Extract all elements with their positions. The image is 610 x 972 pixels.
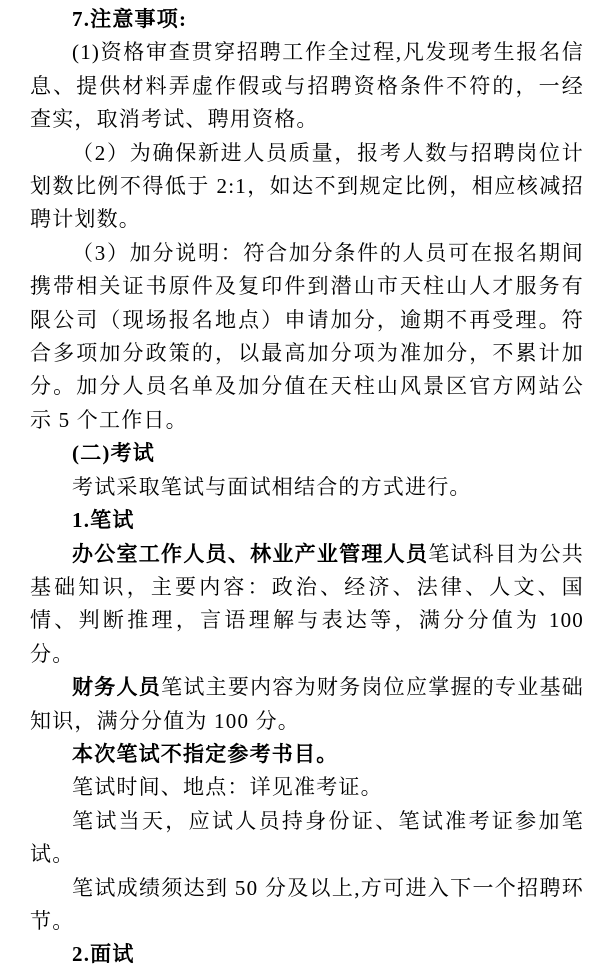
text-run: (1)资格审查贯穿招聘工作全过程,凡发现考生报名信息、提供材料弄虚作假或与招聘资格条件不符的，一经查实，取消考试、聘用资格。 xyxy=(30,40,584,132)
no-reference-books xyxy=(30,738,584,771)
written-test-day-requirements xyxy=(30,805,584,872)
written-test-passing-score xyxy=(30,872,584,939)
text-run: 财务人员 xyxy=(72,675,162,700)
text-run: （2）为确保新进人员质量，报考人数与招聘岗位计划数比例不得低于 2:1，如达不到规定比例，相应核减招聘计划数。 xyxy=(30,140,584,232)
notes-heading xyxy=(30,3,584,36)
written-test-office-forestry xyxy=(30,538,584,672)
written-test-heading xyxy=(30,504,584,537)
text-run: 2.面试 xyxy=(72,942,135,967)
text-run: 考试采取笔试与面试相结合的方式进行。 xyxy=(72,474,472,499)
text-run: (二)考试 xyxy=(72,441,155,466)
text-run: 1.笔试 xyxy=(72,508,135,533)
written-test-time-place xyxy=(30,771,584,804)
text-run: 7.注意事项: xyxy=(72,7,188,31)
note-2-applicant-ratio xyxy=(30,137,584,237)
text-run: （3）加分说明：符合加分条件的人员可在报名期间携带相关证书原件及复印件到潜山市天柱山人才服务有限公司（现场报名地点）申请加分，逾期不再受理。符合多项加分政策的，以最高加分项为准加分，不累计加分。加分人员名单及加分值在天柱山风景区官方网站公示 5 个工作日。 xyxy=(30,240,584,432)
written-test-finance xyxy=(30,671,584,738)
text-run: 笔试科目为公共基础知识，主要内容：政治、经济、法律、人文、国情、判断推理，言语理解与表达等，满分分值为 100 分。 xyxy=(30,541,584,666)
text-run: 办公室工作人员、林业产业管理人员 xyxy=(72,541,429,566)
exam-method xyxy=(30,471,584,504)
note-1-qualification-review xyxy=(30,36,584,136)
document-body xyxy=(30,3,584,972)
exam-section-heading xyxy=(30,437,584,470)
note-3-bonus-points xyxy=(30,237,584,437)
text-run: 笔试时间、地点：详见准考证。 xyxy=(72,775,383,800)
interview-heading xyxy=(30,938,584,971)
text-run: 笔试主要内容为财务岗位应掌握的专业基础知识，满分分值为 100 分。 xyxy=(30,675,584,733)
text-run: 笔试成绩须达到 50 分及以上,方可进入下一个招聘环节。 xyxy=(30,875,584,933)
text-run: 笔试当天，应试人员持身份证、笔试准考证参加笔试。 xyxy=(30,808,584,867)
text-run: 本次笔试不指定参考书目。 xyxy=(72,741,339,766)
